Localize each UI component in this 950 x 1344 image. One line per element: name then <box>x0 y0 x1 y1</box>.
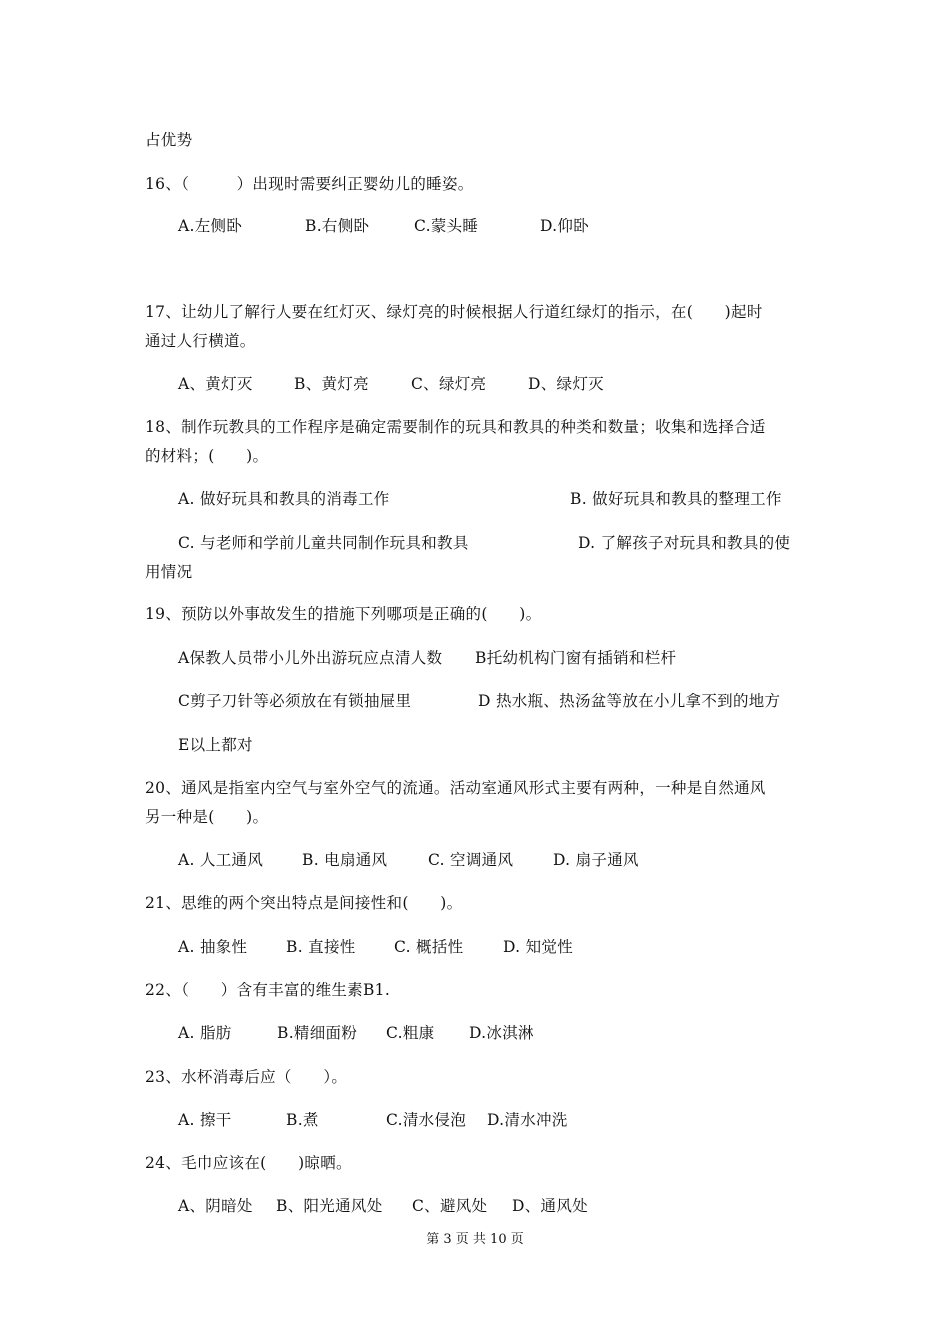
q17-option-c: C、绿灯亮 <box>411 375 487 393</box>
q18-option-d-continuation: 用情况 <box>145 563 193 581</box>
q21-option-b: B. 直接性 <box>286 938 356 956</box>
question-17-stem-line2: 通过人行横道。 <box>145 332 256 350</box>
q19-option-a: A保教人员带小儿外出游玩应点清人数 <box>178 649 443 667</box>
q21-option-c: C. 概括性 <box>394 938 464 956</box>
q21-option-d: D. 知觉性 <box>503 938 574 956</box>
q24-option-a: A、阴暗处 <box>178 1197 253 1215</box>
question-18-stem-line2: 的材料；( )。 <box>145 447 269 465</box>
q22-option-d: D.冰淇淋 <box>469 1024 534 1042</box>
q22-option-c: C.粗康 <box>386 1024 435 1042</box>
q17-option-d: D、绿灯灭 <box>528 375 604 393</box>
q16-option-d: D.仰卧 <box>540 217 590 235</box>
question-22-stem: 22、（ ）含有丰富的维生素B1. <box>145 981 391 999</box>
question-21-stem: 21、思维的两个突出特点是间接性和( )。 <box>145 894 463 912</box>
q19-option-b: B托幼机构门窗有插销和栏杆 <box>475 649 677 667</box>
question-24-stem: 24、毛巾应该在( )晾晒。 <box>145 1154 352 1172</box>
q20-option-d: D. 扇子通风 <box>553 851 639 869</box>
question-17-stem-line1: 17、让幼儿了解行人要在红灯灭、绿灯亮的时候根据人行道红绿灯的指示，在( )起时 <box>145 303 763 321</box>
q23-option-c: C.清水侵泡 <box>386 1111 467 1129</box>
q18-option-c: C. 与老师和学前儿童共同制作玩具和教具 <box>178 534 469 552</box>
question-18-stem-line1: 18、制作玩教具的工作程序是确定需要制作的玩具和教具的种类和数量；收集和选择合适 <box>145 418 766 436</box>
q23-option-b: B.煮 <box>286 1111 319 1129</box>
q24-option-d: D、通风处 <box>512 1197 588 1215</box>
q18-option-d: D. 了解孩子对玩具和教具的使 <box>578 534 791 552</box>
q24-option-b: B、阳光通风处 <box>276 1197 383 1215</box>
q22-option-b: B.精细面粉 <box>277 1024 358 1042</box>
q24-option-c: C、避风处 <box>412 1197 488 1215</box>
q16-option-b: B.右侧卧 <box>305 217 370 235</box>
q23-option-d: D.清水冲洗 <box>487 1111 568 1129</box>
q23-option-a: A. 擦干 <box>178 1111 232 1129</box>
question-20-stem-line2: 另一种是( )。 <box>145 808 269 826</box>
q22-option-a: A. 脂肪 <box>178 1024 232 1042</box>
q16-option-c: C.蒙头睡 <box>414 217 479 235</box>
q20-option-c: C. 空调通风 <box>428 851 514 869</box>
q16-option-a: A.左侧卧 <box>178 217 243 235</box>
q20-option-a: A. 人工通风 <box>178 851 264 869</box>
q19-option-d: D 热水瓶、热汤盆等放在小儿拿不到的地方 <box>478 692 781 710</box>
q17-option-a: A、黄灯灭 <box>178 375 253 393</box>
q19-option-c: C剪子刀针等必须放在有锁抽屉里 <box>178 692 412 710</box>
question-19-stem: 19、预防以外事故发生的措施下列哪项是正确的( )。 <box>145 605 542 623</box>
question-16-stem: 16、（ ）出现时需要纠正婴幼儿的睡姿。 <box>145 175 474 193</box>
page-footer: 第 3 页 共 10 页 <box>426 1232 524 1247</box>
q21-option-a: A. 抽象性 <box>178 938 248 956</box>
q19-option-e: E以上都对 <box>178 736 253 754</box>
q20-option-b: B. 电扇通风 <box>302 851 388 869</box>
q17-option-b: B、黄灯亮 <box>294 375 369 393</box>
q18-option-a: A. 做好玩具和教具的消毒工作 <box>178 490 390 508</box>
continuation-text: 占优势 <box>145 131 193 149</box>
question-23-stem: 23、水杯消毒后应（ ）。 <box>145 1068 348 1086</box>
q18-option-b: B. 做好玩具和教具的整理工作 <box>570 490 782 508</box>
question-20-stem-line1: 20、通风是指室内空气与室外空气的流通。活动室通风形式主要有两种，一种是自然通风 <box>145 779 766 797</box>
